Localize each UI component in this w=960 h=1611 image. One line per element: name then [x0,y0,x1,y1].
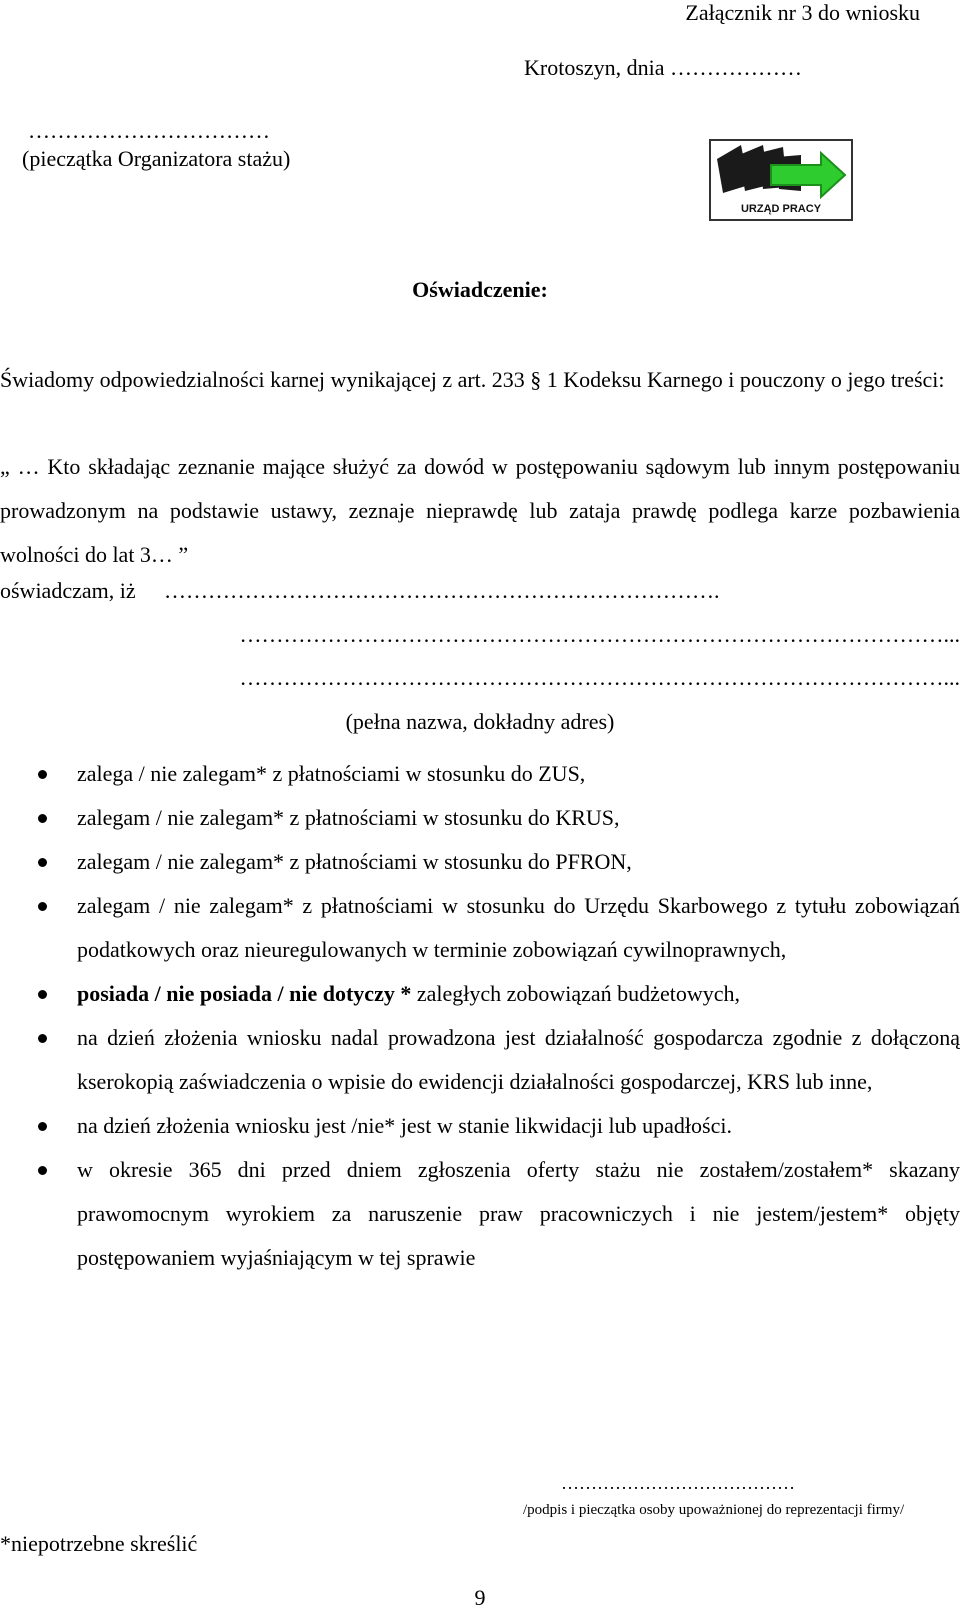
signature-dots: ………………………………… [561,1473,795,1493]
bullet-icon [38,1034,47,1043]
bullet-icon [38,770,47,779]
declare-dots-line-2: ……………………………………………………………………………………... [239,622,960,647]
stamp-label: (pieczątka Organizatora stażu) [22,146,291,171]
list-item [0,752,960,796]
list-item [0,796,960,840]
document-heading: Oświadczenie: [412,277,548,302]
footnote: *niepotrzebne skreślić [0,1531,198,1556]
stamp-placeholder-dots: …………………………… [28,118,270,143]
list-item-text: na dzień złożenia wniosku nadal prowadzona jest działalność gospodarcza zgodnie z dołączoną kserokopią zaświadczenia o wpisie do ewidencji działalności gospodarczej, KRS lub inne, [77,1025,960,1094]
declare-dots-line-3: ……………………………………………………………………………………... [239,665,960,690]
bullet-icon [38,814,47,823]
bullet-icon [38,990,47,999]
name-address-caption: (pełna nazwa, dokładny adres) [345,709,615,734]
list-item-text: zalegam / nie zalegam* z płatnościami w stosunku do Urzędu Skarbowego z tytułu zobowiązań podatkowych oraz nieuregulowanych w terminie zobowiązań cywilnoprawnych, [77,893,960,962]
list-item-text: na dzień złożenia wniosku jest /nie* jest w stanie likwidacji lub upadłości. [77,1113,732,1138]
list-item-text: zalegam / nie zalegam* z płatnościami w stosunku do KRUS, [77,805,620,830]
signature-caption: /podpis i pieczątka osoby upoważnionej do reprezentacji firmy/ [523,1502,905,1518]
city-date-line: Krotoszyn, dnia ……………… [524,55,803,80]
bullet-icon [38,858,47,867]
declare-dots-line-1: …………………………………………………………………. [164,578,720,603]
attachment-label: Załącznik nr 3 do wniosku [685,0,920,25]
legal-quote: „ … Kto składając zeznanie mające służyć za dowód w postępowaniu sądowym lub innym postępowaniu prowadzonym na podstawie ustawy, zeznaje nieprawdę lub zataja prawdę podlega karze pozbawienia wolności do lat 3… ” [0,454,960,567]
list-item-text: w okresie 365 dni przed dniem zgłoszenia oferty stażu nie zostałem/zostałem* skazany prawomocnym wyrokiem za naruszenie praw pracowniczych i nie jestem/jestem* objęty postępowaniem wyjaśniającym w tej sprawie [77,1157,960,1270]
declaration-list [0,752,960,1280]
declare-label: oświadczam, iż [0,578,136,603]
bullet-icon [38,1122,47,1131]
list-item [0,972,960,1016]
bullet-icon [38,1166,47,1175]
bullet-icon [38,902,47,911]
logo-text: URZĄD PRACY [740,203,822,215]
list-item [0,884,960,972]
list-item-text: zalegam / nie zalegam* z płatnościami w stosunku do PFRON, [77,849,632,874]
urzad-pracy-logo [709,139,853,221]
list-item-bold-text: posiada / nie posiada / nie dotyczy * [77,981,412,1006]
list-item [0,1016,960,1104]
list-item [0,1104,960,1148]
list-item-text: zalega / nie zalegam* z płatnościami w stosunku do ZUS, [77,761,586,786]
list-item [0,840,960,884]
list-item-text: zaległych zobowiązań budżetowych, [411,981,740,1006]
page-number: 9 [474,1585,486,1610]
intro-paragraph: Świadomy odpowiedzialności karnej wynikającej z art. 233 § 1 Kodeksu Karnego i pouczony o jego treści: [0,367,945,392]
list-item [0,1148,960,1280]
